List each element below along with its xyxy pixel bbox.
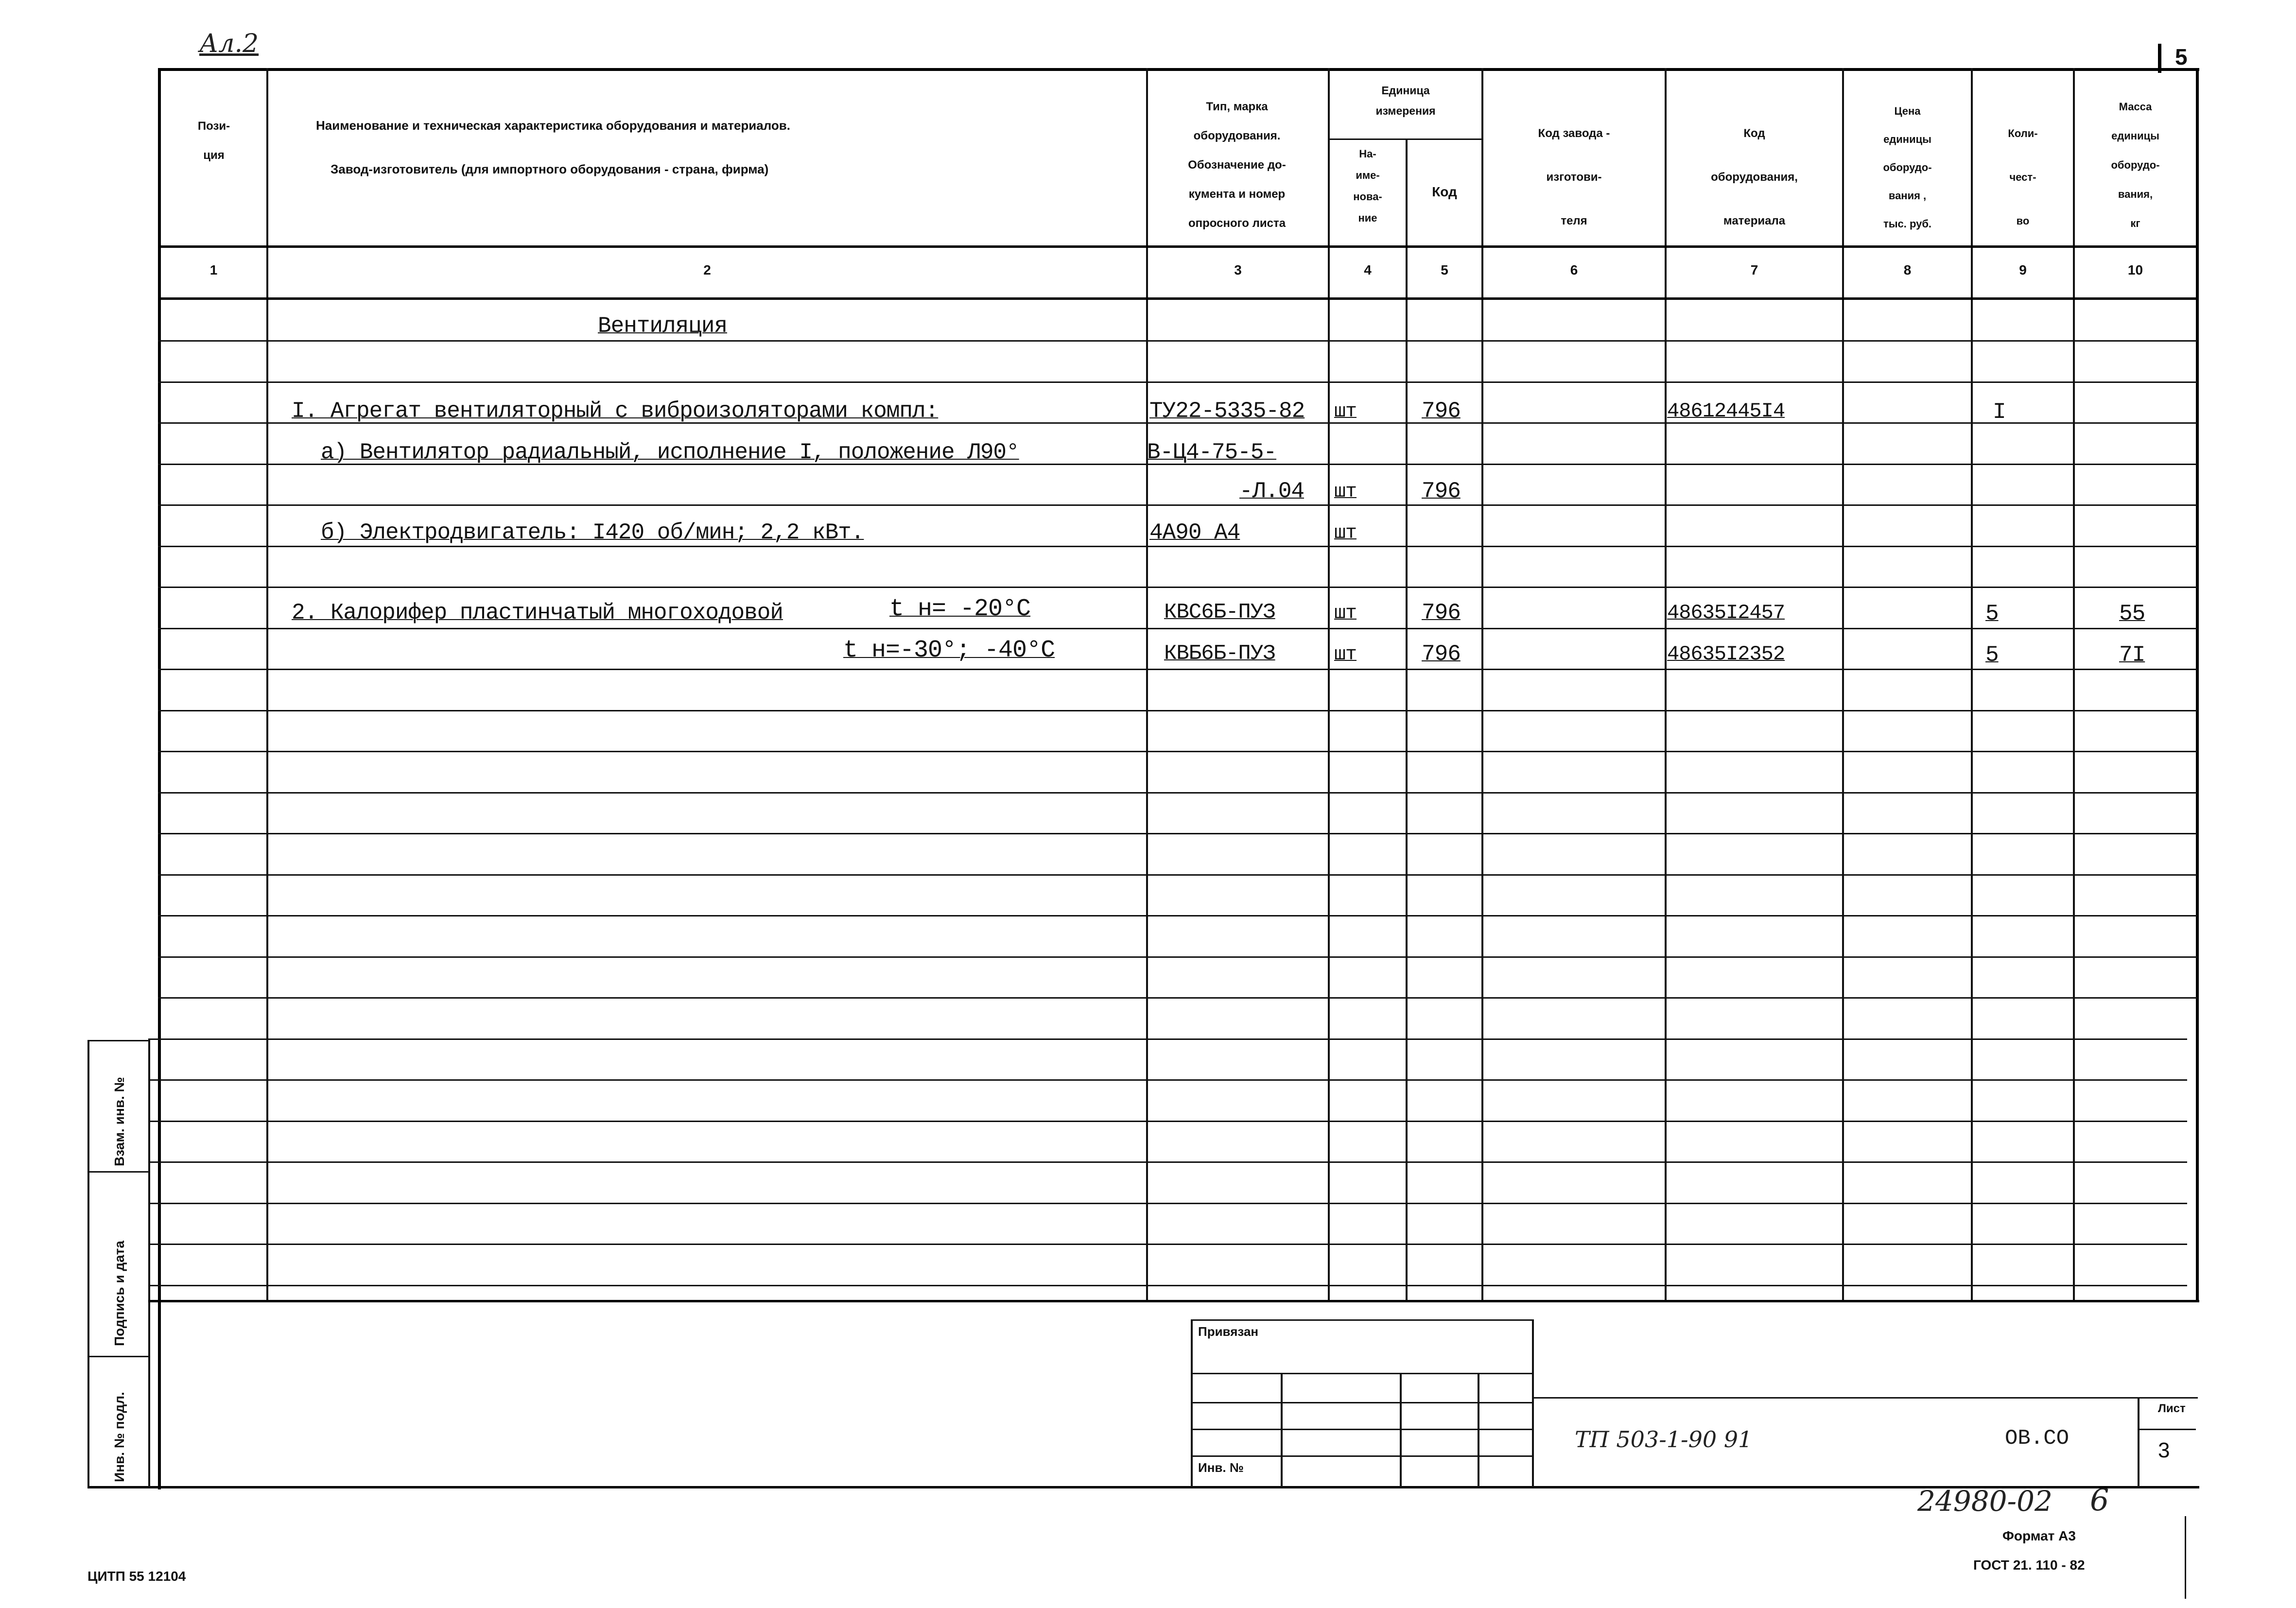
header-quantity: Коли- чест- во — [2008, 127, 2038, 227]
table-row-rule — [148, 1121, 2187, 1122]
linked-box-row1 — [1191, 1373, 1533, 1374]
row-2-unit: шт — [1334, 603, 1357, 624]
row-1a-name: а) Вентилятор радиальный, исполнение I, положение Л90° — [321, 440, 1019, 465]
side-label-inv-vzam: Взам. инв. № — [112, 1077, 127, 1166]
frame-bottom-border — [87, 1486, 2199, 1488]
col-sep-5-6 — [1481, 68, 1483, 1302]
col-sep-9-10 — [2073, 68, 2075, 1302]
linked-box-row2 — [1191, 1402, 1533, 1403]
table-row-rule — [158, 956, 2197, 958]
row-2-temp: t н= -20°C — [889, 595, 1031, 623]
col-sep-2-3 — [1146, 68, 1148, 1302]
table-row-rule — [158, 710, 2197, 711]
page-number: 5 — [2175, 44, 2188, 69]
row-1a-unit: шт — [1334, 481, 1357, 503]
header-maker-code: Код завода - изготови- теля — [1538, 127, 1610, 227]
linked-box-top — [1191, 1319, 1533, 1321]
colnum-10: 10 — [2127, 262, 2143, 277]
row-3-unit: шт — [1334, 644, 1357, 666]
col-sep-8-9 — [1971, 68, 1973, 1302]
sheet-mark: Ал.2 — [199, 29, 259, 58]
col-sep-3-4 — [1328, 68, 1330, 1302]
colnum-6: 6 — [1570, 262, 1578, 277]
row-3-qty: 5 — [1985, 642, 1999, 668]
row-1a-unit-code: 796 — [1422, 479, 1461, 504]
frame-left-border — [158, 68, 161, 1489]
colnum-3: 3 — [1234, 262, 1242, 277]
table-row-rule — [148, 1079, 2187, 1081]
header-unit-group: Единица измерения — [1375, 84, 1436, 117]
table-row-rule — [148, 1038, 2187, 1040]
table-row-rule — [158, 587, 2197, 588]
table-row-rule — [158, 669, 2197, 670]
column-number-bottom-line — [158, 297, 2197, 300]
doc-code: ТП 503-1-90 91 — [1575, 1426, 1753, 1452]
row-3-code: 48635I2352 — [1667, 642, 1785, 666]
colnum-8: 8 — [1903, 262, 1912, 277]
header-name-line1: Наименование и техническая характеристика оборудования и материалов. — [316, 118, 791, 133]
table-row-rule — [158, 874, 2197, 876]
unit-group-divider — [1328, 138, 1483, 140]
colnum-1: 1 — [209, 262, 218, 277]
linked-label: Привязан — [1198, 1324, 1259, 1339]
row-1-unit-code: 796 — [1422, 398, 1461, 424]
col-sep-7-8 — [1842, 68, 1844, 1302]
table-row-rule — [158, 997, 2197, 999]
col-sep-6-7 — [1665, 68, 1667, 1302]
section-title-ventilation: Вентиляция — [598, 313, 728, 339]
title-block-top — [1532, 1397, 2198, 1399]
sheet-cell-left — [2138, 1397, 2139, 1487]
linked-box-col3 — [1478, 1373, 1479, 1487]
table-row-rule — [158, 628, 2197, 629]
colnum-4: 4 — [1364, 262, 1372, 277]
table-row-rule — [158, 381, 2197, 383]
binding-strip-top — [87, 1040, 150, 1041]
row-2-unit-code: 796 — [1422, 600, 1461, 625]
binding-strip-right — [148, 1040, 150, 1487]
archive-sheet: 6 — [2090, 1482, 2109, 1518]
row-1a-type-cont: -Л.04 — [1239, 479, 1305, 504]
frame-right-border — [2196, 68, 2199, 1302]
row-1-type: ТУ22-5335-82 — [1149, 398, 1305, 424]
colnum-9: 9 — [2019, 262, 2027, 277]
linked-box-row4 — [1191, 1455, 1533, 1457]
table-row-rule — [148, 1244, 2187, 1245]
linked-box-col1 — [1281, 1373, 1283, 1487]
col-sep-4-5 — [1406, 138, 1408, 1302]
table-row-rule — [148, 1203, 2187, 1204]
table-row-rule — [158, 915, 2197, 916]
row-1b-name: б) Электродвигатель: I420 об/мин; 2,2 кВт. — [321, 520, 864, 545]
table-row-rule — [148, 1285, 2187, 1286]
row-3-unit-code: 796 — [1422, 641, 1461, 667]
colnum-2: 2 — [703, 262, 711, 277]
side-label-inv-podl: Инв. № подл. — [112, 1392, 127, 1482]
row-1b-type: 4А90 А4 — [1149, 520, 1240, 545]
page-number-tick — [2158, 44, 2161, 73]
table-row-rule — [158, 504, 2197, 506]
row-2-qty: 5 — [1985, 601, 1999, 626]
side-label-sign-date: Подпись и дата — [112, 1241, 127, 1346]
sheet-cell-divider — [2138, 1429, 2196, 1430]
colnum-7: 7 — [1750, 262, 1758, 277]
row-1-code: 48612445I4 — [1667, 399, 1785, 423]
header-position: Пози- ция — [197, 120, 230, 162]
table-row-rule — [158, 546, 2197, 547]
linked-inv-label: Инв. № — [1198, 1460, 1244, 1475]
header-bottom-line — [158, 245, 2197, 248]
colnum-5: 5 — [1441, 262, 1448, 277]
header-equipment-code: Код оборудования, материала — [1711, 127, 1798, 227]
header-mass: Масса единицы оборудо- вания, кг — [2111, 101, 2160, 229]
margin-mark-right — [2185, 1516, 2186, 1599]
header-type: Тип, марка оборудования. Обозначение до- кумента и номер опросного листа — [1188, 100, 1286, 230]
row-2-code: 48635I2457 — [1667, 601, 1785, 624]
sheet-number: 3 — [2158, 1438, 2170, 1462]
linked-box-row3 — [1191, 1429, 1533, 1430]
binding-strip-div1 — [87, 1171, 150, 1173]
binding-strip-div2 — [87, 1356, 150, 1357]
sheet-code: ОВ.СО — [2005, 1426, 2070, 1451]
row-2-type: КВС6Б-ПУЗ — [1164, 600, 1275, 624]
row-2-mass: 55 — [2119, 601, 2145, 626]
table-row-rule — [158, 340, 2197, 342]
row-1-unit: шт — [1334, 401, 1357, 423]
format-label: Формат А3 — [2002, 1528, 2076, 1543]
gost-label: ГОСТ 21. 110 - 82 — [1973, 1557, 2085, 1573]
table-row-rule — [158, 833, 2197, 834]
col-sep-1-2 — [266, 68, 268, 1302]
row-1-qty: I — [1993, 399, 2006, 425]
archive-number: 24980-02 — [1917, 1485, 2052, 1518]
row-3-temp: t н=-30°; -40°C — [843, 637, 1055, 664]
header-name-line2: Завод-изготовитель (для импортного оборудования - страна, фирма) — [330, 162, 769, 176]
table-row-rule — [158, 792, 2197, 794]
printer-mark: ЦИТП 55 12104 — [87, 1569, 186, 1584]
table-bottom-line — [148, 1300, 2199, 1302]
row-2-name: 2. Калорифер пластинчатый многоходовой — [292, 600, 783, 625]
binding-strip-left — [87, 1040, 89, 1487]
row-3-type: КВБ6Б-ПУЗ — [1164, 641, 1275, 666]
sheet-label: Лист — [2158, 1402, 2186, 1415]
table-row-rule — [148, 1161, 2187, 1163]
row-1-name: I. Агрегат вентиляторный с виброизоляторами компл: — [292, 398, 939, 424]
linked-box-col2 — [1400, 1373, 1402, 1487]
header-price: Цена единицы оборудо- вания , тыс. руб. — [1883, 105, 1932, 230]
table-row-rule — [158, 751, 2197, 752]
header-unit-name: На- име- нова- ние — [1353, 148, 1382, 224]
header-unit-code: Код — [1432, 184, 1457, 199]
row-1a-type: В-Ц4-75-5- — [1147, 440, 1277, 465]
row-1b-unit: шт — [1334, 522, 1357, 544]
frame-top-border — [158, 68, 2199, 71]
row-3-mass: 7I — [2119, 642, 2145, 668]
